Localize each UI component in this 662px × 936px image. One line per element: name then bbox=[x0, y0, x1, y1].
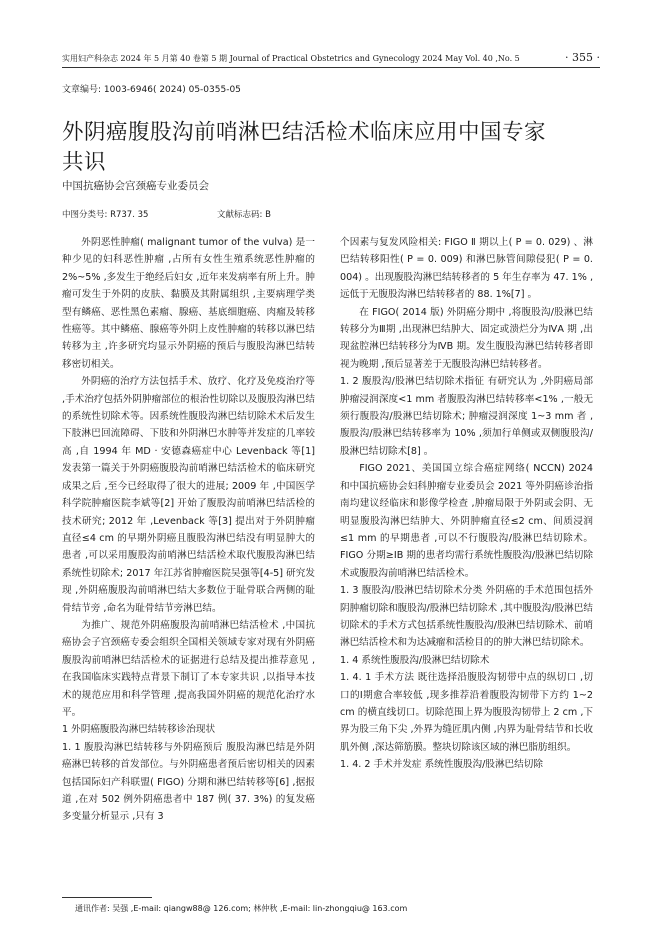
running-header bbox=[62, 51, 600, 67]
article-title: 外阴癌腹股沟前哨淋巴结活检术临床应用中国专家共识 bbox=[62, 120, 547, 176]
body-paragraph: 为推广、规范外阴癌腹股沟前哨淋巴结活检术 ,中国抗癌协会子宫颈癌专委会组织全国相关领域专家对现有外阴癌腹股沟前哨淋巴结活检术的证据进行总结及提出推荐意见 ,在我国临床实践特点背景下制订了本专家共识 ,以指导本技术的规范应用和科学管理 ,提高我国外阴癌的规范化治疗水平。 bbox=[62, 619, 315, 718]
section-paragraph: 1. 4. 2 手术并发症 系统性腹股沟/股淋巴结切除 bbox=[340, 759, 543, 771]
body-paragraph: FIGO 2021、美国国立综合癌症网络( NCCN) 2024 和中国抗癌协会妇科肿瘤专业委员会 2021 等外阴癌诊治指南均建议经临床和影像学检查 ,肿瘤局限于外阴或会阴、无明显腹股沟淋巴结肿大、外阴肿瘤直径≤2 cm、间质浸润≤1 mm 的早期患者 ,可以不行腹股沟/股淋巴结切除术。FIGO 分期≥ⅠB 期的患者均需行系统性腹股沟/股淋巴结切除术或腹股沟前哨淋巴结活检术。 bbox=[340, 463, 593, 579]
author-line: 中国抗癌协会宫颈癌专业委员会 bbox=[62, 180, 209, 192]
footnote-rule bbox=[62, 897, 152, 898]
section-paragraph: 1. 2 腹股沟/股淋巴结切除术指征 有研究认为 ,外阴癌局部肿瘤浸润深度<1 mm 者腹股沟淋巴结转移率<1% ,一般无须行腹股沟/股淋巴结切除术; 肿瘤浸润深度 1~3 mm 者 ,腹股沟/股淋巴结转移率为 10% ,须加行单侧或双侧腹股沟/股淋巴结切除术[8] 。 bbox=[340, 376, 593, 457]
section-paragraph: 1 外阴癌腹股沟淋巴结转移诊治现状 bbox=[62, 724, 216, 736]
clc-number: 中图分类号: R737. 35 bbox=[62, 210, 149, 220]
section-paragraph: 1. 3 腹股沟/股淋巴结切除术分类 外阴癌的手术范围包括外阴肿瘤切除和腹股沟/股淋巴结切除术 ,其中腹股沟/股淋巴结切除术的手术方式包括系统性腹股沟/股淋巴结切除术、前哨淋巴结活检术和为达减瘤和活检目的的肿大淋巴结切除术。 bbox=[340, 585, 593, 649]
journal-citation: 实用妇产科杂志 2024 年 5 月第 40 卷第 5 期 Journal of Practical Obstetrics and Gynecology 2024 May Vol. 40 ,No. 5 bbox=[62, 54, 520, 63]
page-number: · 355 · bbox=[565, 51, 600, 64]
body-paragraph: 外阴癌的治疗方法包括手术、放疗、化疗及免疫治疗等 ,手术治疗包括外阴肿瘤部位的根治性切除以及腹股沟淋巴结的系统性切除术等。因系统性腹股沟淋巴结切除术术后发生下肢淋巴回流障碍、下肢和外阴淋巴水肿等并发症的几率较高 ,自 1994 年 MD · 安德森癌症中心 Levenback 等[1] 发表第一篇关于外阴癌腹股沟前哨淋巴结活检术的临床研究成果之后 ,至今已经取得了很大的进展; 2009 年 ,中国医学科学院肿瘤医院李斌等[2] 开始了腹股沟前哨淋巴结活检的技术研究; 2012 年 ,Levenback 等[3] 提出对于外阴肿瘤直径≤4 cm 的早期外阴癌且腹股沟淋巴结没有明显肿大的患者 ,可以采用腹股沟前哨淋巴结活检术取代腹股沟淋巴结系统性切除术; 2017 年江苏省肿瘤医院吴强等[4-5] 研究发现 ,外阴癌腹股沟前哨淋巴结大多数位于耻骨联合两侧的耻骨结节旁 ,命名为耻骨结节旁淋巴结。 bbox=[62, 376, 315, 614]
document-code: 文献标志码: B bbox=[217, 210, 271, 220]
section-paragraph: 1. 4 系统性腹股沟/股淋巴结切除术 bbox=[340, 654, 490, 666]
article-id: 文章编号: 1003-6946( 2024) 05-0355-05 bbox=[62, 85, 241, 95]
body-paragraph: 在 FIGO( 2014 版) 外阴癌分期中 ,将腹股沟/股淋巴结转移分为Ⅲ期 ,出现淋巴结肿大、固定或溃烂分为ⅣA 期 ,出现盆腔淋巴结转移分为ⅣB 期。发生腹股沟淋巴结转移者即视为晚期 ,预后显著差于无腹股沟淋巴结转移者。 bbox=[340, 306, 593, 370]
classification-line bbox=[62, 208, 462, 220]
header-rule bbox=[62, 67, 600, 68]
section-paragraph: 1. 4. 1 手术方法 既往选择沿腹股沟韧带中点的纵切口 ,切口的Ⅰ期愈合率较低 ,现多推荐沿着腹股沟韧带下方约 1~2 cm 的横直线切口。切除范围上界为腹股沟韧带上 2 cm ,下界为股三角下尖 ,外界为缝匠肌内侧 ,内界为耻骨结节和长收肌外侧 ,深达筛筋膜。整块切除该区域的淋巴脂肪组织。 bbox=[340, 672, 593, 753]
body-paragraph: 外阴恶性肿瘤( malignant tumor of the vulva) 是一种少见的妇科恶性肿瘤 ,占所有女性生殖系统恶性肿瘤的 2%~5% ,多发生于绝经后妇女 ,近年来发病率有所上升。肿瘤可发生于外阴的皮肤、黏膜及其附属组织 ,主要病理学类型有鳞癌、恶性黑色素瘤、腺癌、基底细胞癌、肉瘤及转移性癌等。其中鳞癌、腺癌等外阴上皮性肿瘤的转移以淋巴结转移为主 ,许多研究均显示外阴癌的预后与腹股沟淋巴结转移密切相关。 bbox=[62, 237, 315, 370]
section-paragraph: 1. 1 腹股沟淋巴结转移与外阴癌预后 腹股沟淋巴结是外阴癌淋巴转移的首发部位。与外阴癌患者预后密切相关的因素包括国际妇产科联盟( FIGO) 分期和淋巴结转移等[6] ,据报道 ,在对 502 例外阴癌患者中 187 例( 37. 3%) 的复发癌多变量分析显示 ,只有 3 bbox=[62, 741, 315, 823]
corresponding-author-footnote: 通讯作者: 吴强 ,E-mail: qiangw88@ 126.com; 林仲秋 ,E-mail: lin-zhongqiu@ 163.com bbox=[75, 904, 408, 913]
section-paragraph: 个因素与复发风险相关: FIGO Ⅱ 期以上( P = 0. 029) 、淋巴结转移阳性( P = 0. 009) 和淋巴脉管间隙侵犯( P = 0. 004) 。出现腹股沟淋巴结转移者的 5 年生存率为 47. 1% ,远低于无腹股沟淋巴结转移者的 88. 1%[7] 。 bbox=[340, 237, 593, 301]
right-column bbox=[340, 234, 593, 774]
left-column bbox=[62, 234, 315, 826]
